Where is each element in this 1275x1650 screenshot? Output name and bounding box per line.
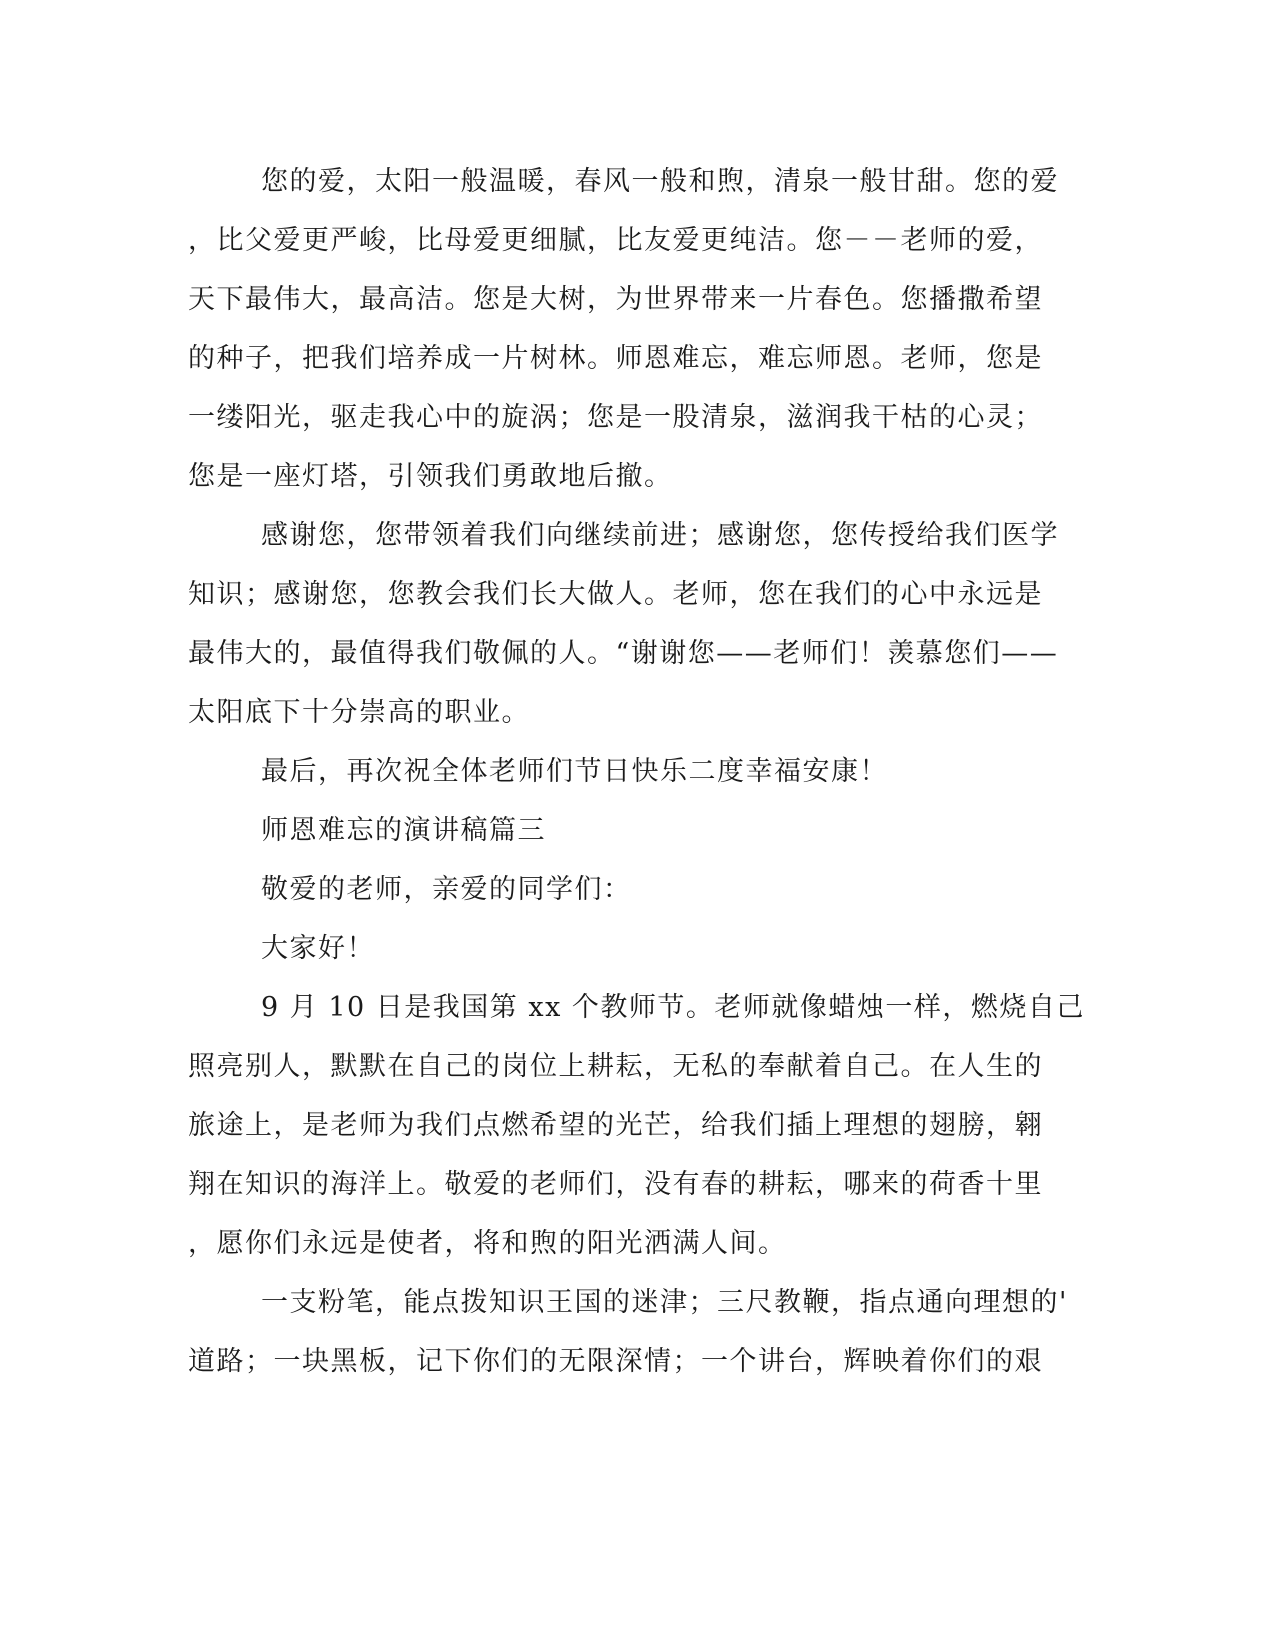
text-line: 的种子，把我们培养成一片树林。师恩难忘，难忘师恩。老师，您是 bbox=[188, 343, 1043, 374]
text-line: 照亮别人，默默在自己的岗位上耕耘，无私的奉献着自己。在人生的 bbox=[188, 1051, 1043, 1082]
text-line: 知识；感谢您，您教会我们长大做人。老师，您在我们的心中永远是 bbox=[188, 579, 1043, 610]
text-line: 太阳底下十分崇高的职业。 bbox=[188, 697, 530, 728]
text-line: 您是一座灯塔，引领我们勇敢地后撤。 bbox=[188, 461, 673, 492]
text-line: 天下最伟大，最高洁。您是大树，为世界带来一片春色。您播撒希望 bbox=[188, 284, 1043, 315]
text-line: 一支粉笔，能点拨知识王国的迷津；三尺教鞭，指点通向理想的' bbox=[261, 1287, 1068, 1318]
text-line: 最后，再次祝全体老师们节日快乐二度幸福安康！ bbox=[261, 756, 888, 787]
greeting: 大家好！ bbox=[261, 933, 375, 964]
text-line: 您的爱，太阳一般温暖，春风一般和煦，清泉一般甘甜。您的爱 bbox=[261, 166, 1059, 197]
text-line: ，愿你们永远是使者，将和煦的阳光洒满人间。 bbox=[188, 1228, 787, 1259]
text-line: 9 月 10 日是我国第 xx 个教师节。老师就像蜡烛一样，燃烧自己 bbox=[261, 992, 1085, 1023]
text-line: 最伟大的，最值得我们敬佩的人。“谢谢您——老师们！羡慕您们—— bbox=[188, 638, 1059, 669]
section-heading: 师恩难忘的演讲稿篇三 bbox=[261, 815, 546, 846]
text-line: 道路；一块黑板，记下你们的无限深情；一个讲台，辉映着你们的艰 bbox=[188, 1346, 1043, 1377]
text-line: 翔在知识的海洋上。敬爱的老师们，没有春的耕耘，哪来的荷香十里 bbox=[188, 1169, 1043, 1200]
text-line: 感谢您，您带领着我们向继续前进；感谢您，您传授给我们医学 bbox=[261, 520, 1059, 551]
text-line: 一缕阳光，驱走我心中的旋涡；您是一股清泉，滋润我干枯的心灵； bbox=[188, 402, 1043, 433]
text-line: ，比父爱更严峻，比母爱更细腻，比友爱更纯洁。您－－老师的爱， bbox=[188, 225, 1043, 256]
salutation: 敬爱的老师，亲爱的同学们： bbox=[261, 874, 632, 905]
text-line: 旅途上，是老师为我们点燃希望的光芒，给我们插上理想的翅膀，翱 bbox=[188, 1110, 1043, 1141]
